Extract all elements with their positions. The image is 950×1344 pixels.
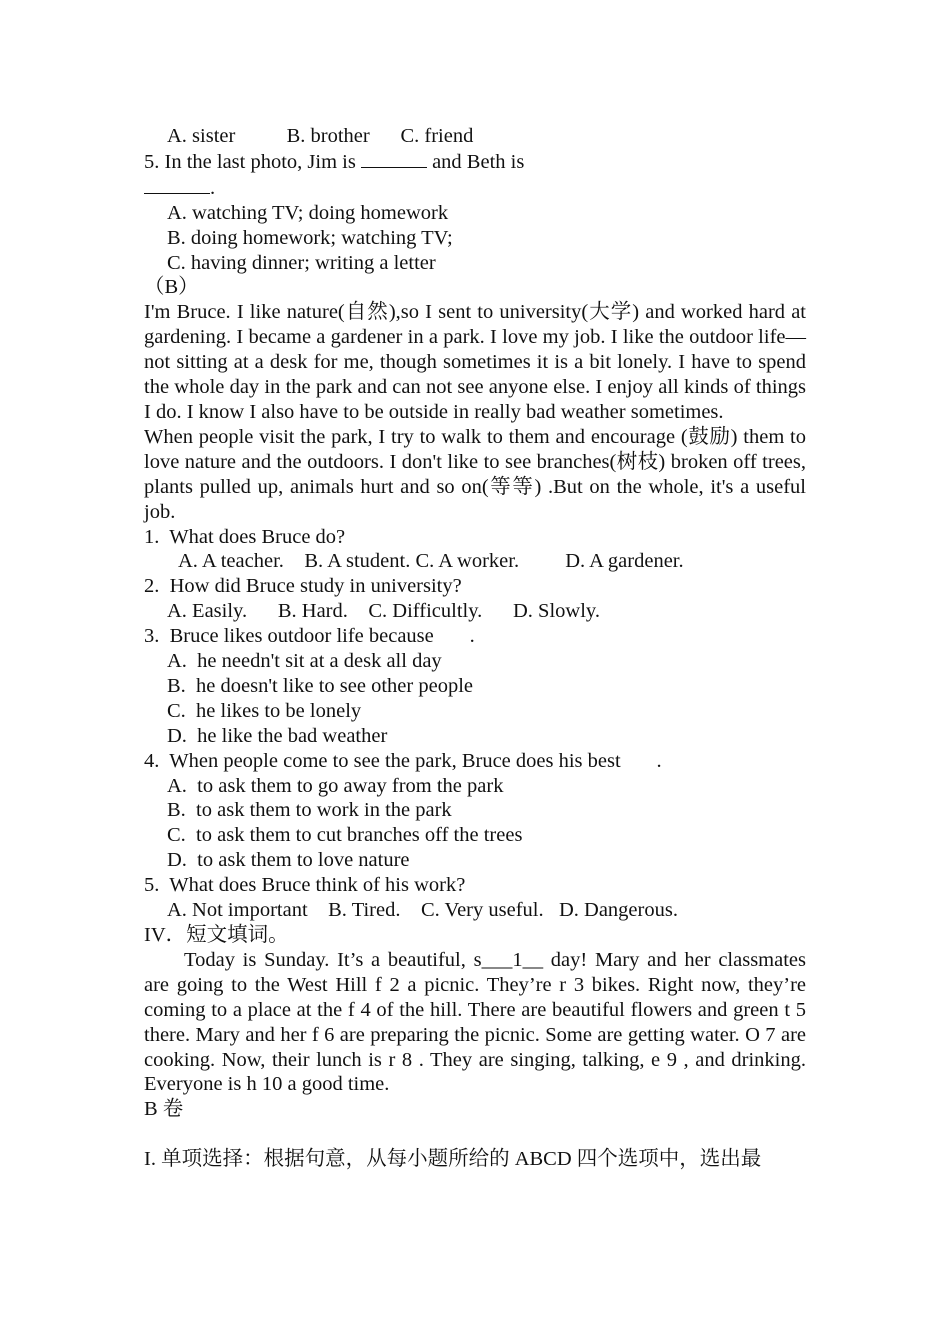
question-option: D. he like the bad weather xyxy=(167,724,388,747)
question-option: B. he doesn't like to see other people xyxy=(167,674,473,697)
question-stem: 4. When people come to see the park, Bruce does his best . xyxy=(144,749,662,772)
question-stem: 5. What does Bruce think of his work? xyxy=(144,874,466,897)
question-option: C. he likes to be lonely xyxy=(167,699,362,722)
cloze-passage: Today is Sunday. It’s a beautiful, s___1__ day! Mary and her classmates are going to the West Hill f 2 a picnic. They’re r 3 bikes. Right now, they’re coming to a place at the f 4 of the hill. There are beautiful flowers and green t 5 there. Mary and her f 6 are preparing the picnic. Some are getting water. O 7 are cooking. Now, their lunch is r 8 . They are singing, talking, e 9 , and drinking. Everyone is h 10 a good time. xyxy=(144,948,806,1096)
paper-b-instruction: I. 单项选择：根据句意，从每小题所给的 ABCD 四个选项中，选出最 xyxy=(144,1148,762,1171)
question-options: A. A teacher. B. A student. C. A worker. D. A gardener. xyxy=(178,550,684,573)
prev-question-options: A. sister B. brother C. friend xyxy=(167,125,474,147)
question-option: A. to ask them to go away from the park xyxy=(167,774,504,797)
question-options: A. Easily. B. Hard. C. Difficultly. D. Slowly. xyxy=(167,600,600,623)
question-5-option: A. watching TV; doing homework xyxy=(167,201,449,224)
passage-paragraph-2: When people visit the park, I try to walk to them and encourage (鼓励) them to love nature and the outdoors. I don't like to see branches(树枝) broken off trees, plants pulled up, animals hurt and so on(等等) .But on the whole, it's a useful job. xyxy=(144,425,806,523)
section-b-label: （B） xyxy=(144,276,199,299)
question-5-option: B. doing homework; watching TV; xyxy=(167,226,453,249)
paper-b-title: B 卷 xyxy=(144,1098,184,1121)
question-stem: 3. Bruce likes outdoor life because . xyxy=(144,625,475,648)
question-stem: 2. How did Bruce study in university? xyxy=(144,575,462,598)
answer-blank xyxy=(144,175,210,194)
question-stem: 1. What does Bruce do? xyxy=(144,525,346,548)
question-options: A. Not important B. Tired. C. Very useful. D. Dangerous. xyxy=(167,899,678,922)
question-option: C. to ask them to cut branches off the trees xyxy=(167,824,523,847)
question-option: B. to ask them to work in the park xyxy=(167,799,452,822)
question-5-option: C. having dinner; writing a letter xyxy=(167,251,436,274)
answer-blank xyxy=(361,149,427,168)
question-option: D. to ask them to love nature xyxy=(167,849,410,872)
spacer xyxy=(144,1122,806,1147)
passage-paragraph-1: I'm Bruce. I like nature(自然),so I sent to university(大学) and worked hard at gardening. I became a gardener in a park. I love my job. I like the outdoor life—not sitting at a desk for me, though sometimes it is a bit lonely. I have to spend the whole day in the park and can not see anyone else. I enjoy all kinds of things I do. I know I also have to be outside in really bad weather sometimes. xyxy=(144,301,806,423)
section-iv-title: IV．短文填词。 xyxy=(144,924,289,946)
document-page xyxy=(144,124,806,1172)
question-5-stem: 5. In the last photo, Jim is and Beth is xyxy=(144,150,525,173)
question-option: A. he needn't sit at a desk all day xyxy=(167,650,442,673)
question-5-stem-end: . xyxy=(144,175,806,201)
